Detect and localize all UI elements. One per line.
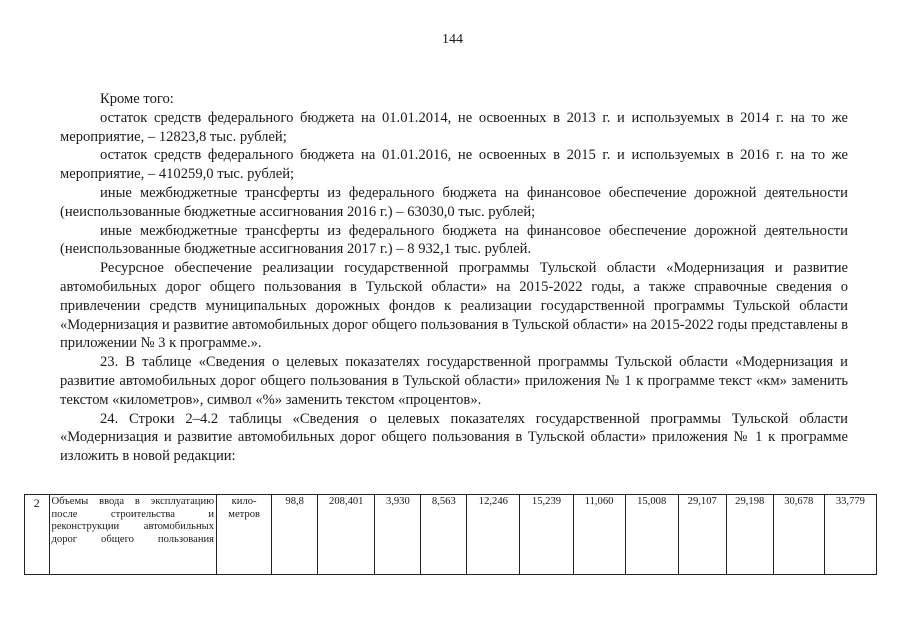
table-cell: 33,779 (824, 495, 876, 575)
table-cell: 8,563 (421, 495, 467, 575)
table-cell: 29,107 (678, 495, 726, 575)
table-cell: 3,930 (375, 495, 421, 575)
table-cell: 29,198 (726, 495, 773, 575)
paragraph: иные межбюджетные трансферты из федерального бюджета на финансовое обеспечение дорожной деятельности (неиспользованные бюджетные ассигнования 2017 г.) – 8 932,1 тыс. рублей. (60, 222, 848, 258)
table-row (25, 495, 877, 575)
table-cell: 208,401 (318, 495, 375, 575)
row-index: 2 (25, 495, 50, 575)
paragraph: Ресурсное обеспечение реализации государственной программы Тульской области «Модернизация и развитие автомобильных дорог общего пользования в Тульской области» на 2015-2022 годы, а также справочные сведения о привлечении средств муниципальных дорожных фондов к реализации государственной программы Тульской области «Модернизация и развитие автомобильных дорог общего пользования в Тульской области» на 2015-2022 годы представлены в приложении № 3 к программе.». (60, 260, 848, 352)
table-cell: 11,060 (573, 495, 625, 575)
indicator-table (24, 494, 877, 575)
table-cell: 12,246 (467, 495, 520, 575)
table-cell: 15,008 (625, 495, 678, 575)
paragraph: иные межбюджетные трансферты из федерального бюджета на финансовое обеспечение дорожной деятельности (неиспользованные бюджетные ассигнования 2016 г.) – 63030,0 тыс. рублей; (60, 184, 848, 220)
table-cell: 98,8 (272, 495, 318, 575)
page-number: 144 (442, 32, 463, 47)
row-description: Объемы ввода в эксплуатацию после строительства и реконструкции автомобильных дорог общего пользования (49, 495, 217, 575)
paragraph: 23. В таблице «Сведения о целевых показателях государственной программы Тульской области «Модернизация и развитие автомобильных дорог общего пользования в Тульской области» приложения № 1 к программе текст «км» заменить текстом «километров», символ «%» заменить текстом «процентов». (60, 354, 848, 408)
paragraph: Кроме того: (100, 91, 174, 107)
paragraph: остаток средств федерального бюджета на 01.01.2014, не освоенных в 2013 г. и используемых в 2014 г. на то же мероприятие, – 12823,8 тыс. рублей; (60, 109, 848, 145)
paragraph: 24. Строки 2–4.2 таблицы «Сведения о целевых показателях государственной программы Тульской области «Модернизация и развитие автомобильных дорог общего пользования в Тульской области» приложения № 1 к программе изложить в новой редакции: (60, 410, 848, 465)
table-cell: 15,239 (520, 495, 573, 575)
table-cell: 30,678 (773, 495, 824, 575)
paragraph: остаток средств федерального бюджета на 01.01.2016, не освоенных в 2015 г. и используемых в 2016 г. на то же мероприятие, – 410259,0 тыс. рублей; (60, 147, 848, 183)
row-unit: кило-метров (217, 495, 272, 575)
body-text (60, 90, 848, 466)
